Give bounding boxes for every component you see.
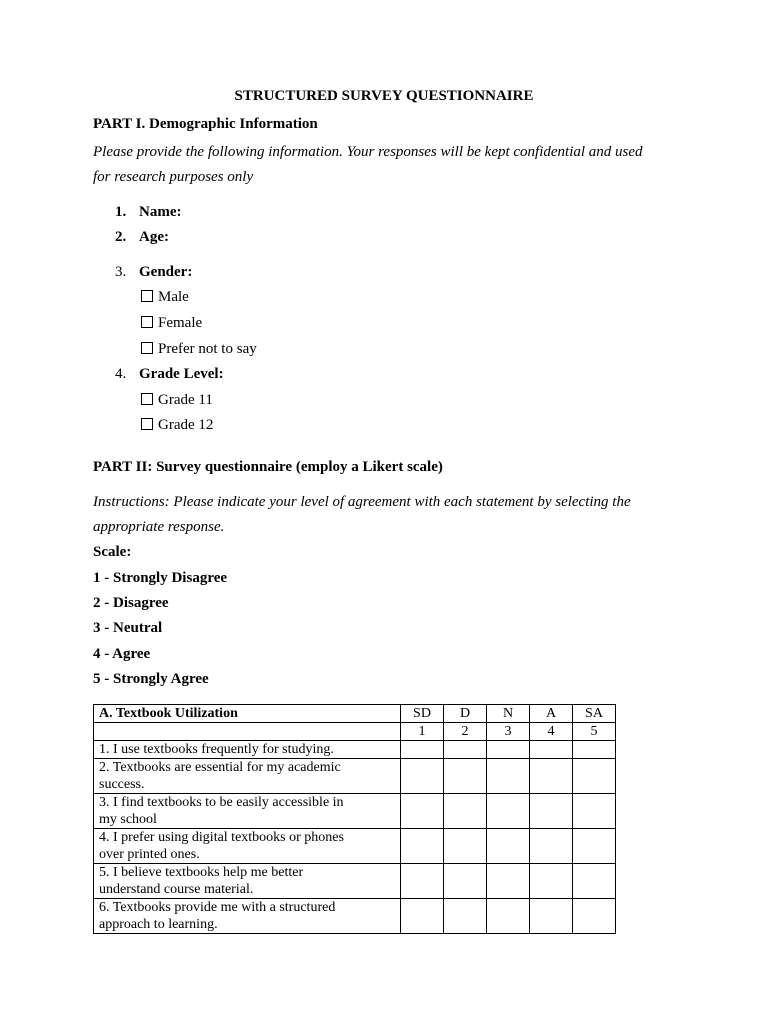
checkbox-icon[interactable] <box>141 418 153 430</box>
statement-line: approach to learning. <box>99 917 218 932</box>
response-cell[interactable] <box>487 829 530 864</box>
statement-line: success. <box>99 777 145 792</box>
likert-table <box>93 704 616 934</box>
scale-item-5: 5 - Strongly Agree <box>93 671 209 687</box>
checkbox-icon[interactable] <box>141 290 153 302</box>
part2-instructions-line1: Instructions: Please indicate your level of agreement with each statement by selecting the <box>93 494 631 510</box>
response-cell[interactable] <box>401 864 444 899</box>
response-cell[interactable] <box>444 741 487 759</box>
response-cell[interactable] <box>487 759 530 794</box>
table-row <box>94 864 616 899</box>
part2-heading: PART II: Survey questionnaire (employ a Likert scale) <box>93 459 443 475</box>
statement-line: understand course material. <box>99 882 254 897</box>
item-number: 1. <box>115 204 127 220</box>
statement-cell <box>94 864 401 899</box>
response-cell[interactable] <box>530 899 573 934</box>
gender-option-male[interactable]: Male <box>141 288 189 306</box>
statement-line: 6. Textbooks provide me with a structured <box>99 900 336 915</box>
response-cell[interactable] <box>573 864 616 899</box>
part1-instructions-line1: Please provide the following information. Your responses will be kept confidential and used <box>93 144 643 160</box>
gender-label: Gender: <box>139 264 193 280</box>
column-number-3: 3 <box>487 723 530 741</box>
column-number-4: 4 <box>530 723 573 741</box>
scale-item-3: 3 - Neutral <box>93 620 163 636</box>
response-cell[interactable] <box>444 864 487 899</box>
response-cell[interactable] <box>530 759 573 794</box>
response-cell[interactable] <box>573 794 616 829</box>
table-row <box>94 829 616 864</box>
response-cell[interactable] <box>573 829 616 864</box>
column-number-5: 5 <box>573 723 616 741</box>
statement-line: 3. I find textbooks to be easily accessible in <box>99 795 344 810</box>
item-number: 4. <box>115 366 127 382</box>
part1-heading: PART I. Demographic Information <box>93 116 318 132</box>
response-cell[interactable] <box>487 794 530 829</box>
grade-level-label: Grade Level: <box>139 366 224 382</box>
table-row <box>94 794 616 829</box>
statement-cell <box>94 899 401 934</box>
table-section-title: A. Textbook Utilization <box>94 705 401 723</box>
scale-item-1: 1 - Strongly Disagree <box>93 570 228 586</box>
document-title: STRUCTURED SURVEY QUESTIONNAIRE <box>234 88 534 104</box>
response-cell[interactable] <box>530 864 573 899</box>
statement-cell <box>94 829 401 864</box>
column-header-d: D <box>444 705 487 723</box>
statement-line: 1. I use textbooks frequently for studying. <box>99 742 334 757</box>
response-cell[interactable] <box>401 899 444 934</box>
response-cell[interactable] <box>573 741 616 759</box>
checkbox-icon[interactable] <box>141 393 153 405</box>
item-number: 3. <box>115 264 127 280</box>
grade-option-12[interactable]: Grade 12 <box>141 416 213 434</box>
response-cell[interactable] <box>530 741 573 759</box>
statement-cell <box>94 794 401 829</box>
response-cell[interactable] <box>444 794 487 829</box>
empty-cell <box>94 723 401 741</box>
response-cell[interactable] <box>530 794 573 829</box>
statement-line: over printed ones. <box>99 847 200 862</box>
table-scale-number-row <box>94 723 616 741</box>
grade-option-11[interactable]: Grade 11 <box>141 391 213 409</box>
column-header-sd: SD <box>401 705 444 723</box>
response-cell[interactable] <box>444 829 487 864</box>
column-header-sa: SA <box>573 705 616 723</box>
age-label: Age: <box>139 229 169 245</box>
item-number: 2. <box>115 229 127 245</box>
gender-option-prefer-not[interactable]: Prefer not to say <box>141 340 257 358</box>
table-row <box>94 759 616 794</box>
response-cell[interactable] <box>573 899 616 934</box>
statement-line: my school <box>99 812 157 827</box>
column-header-a: A <box>530 705 573 723</box>
response-cell[interactable] <box>401 829 444 864</box>
response-cell[interactable] <box>444 759 487 794</box>
checkbox-icon[interactable] <box>141 342 153 354</box>
scale-item-2: 2 - Disagree <box>93 595 169 611</box>
column-number-1: 1 <box>401 723 444 741</box>
column-header-n: N <box>487 705 530 723</box>
table-row <box>94 899 616 934</box>
response-cell[interactable] <box>401 794 444 829</box>
checkbox-icon[interactable] <box>141 316 153 328</box>
name-label: Name: <box>139 204 182 220</box>
response-cell[interactable] <box>487 741 530 759</box>
table-row <box>94 741 616 759</box>
scale-item-4: 4 - Agree <box>93 646 151 662</box>
part2-instructions-line2: appropriate response. <box>93 519 225 535</box>
response-cell[interactable] <box>401 759 444 794</box>
statement-line: 5. I believe textbooks help me better <box>99 865 304 880</box>
response-cell[interactable] <box>401 741 444 759</box>
column-number-2: 2 <box>444 723 487 741</box>
response-cell[interactable] <box>487 864 530 899</box>
response-cell[interactable] <box>444 899 487 934</box>
statement-cell <box>94 759 401 794</box>
response-cell[interactable] <box>573 759 616 794</box>
response-cell[interactable] <box>530 829 573 864</box>
table-header-row <box>94 705 616 723</box>
part1-instructions-line2: for research purposes only <box>93 169 254 185</box>
response-cell[interactable] <box>487 899 530 934</box>
statement-line: 2. Textbooks are essential for my academic <box>99 760 341 775</box>
gender-option-female[interactable]: Female <box>141 314 202 332</box>
statement-line: 4. I prefer using digital textbooks or phones <box>99 830 344 845</box>
scale-label: Scale: <box>93 544 132 560</box>
statement-cell <box>94 741 401 759</box>
